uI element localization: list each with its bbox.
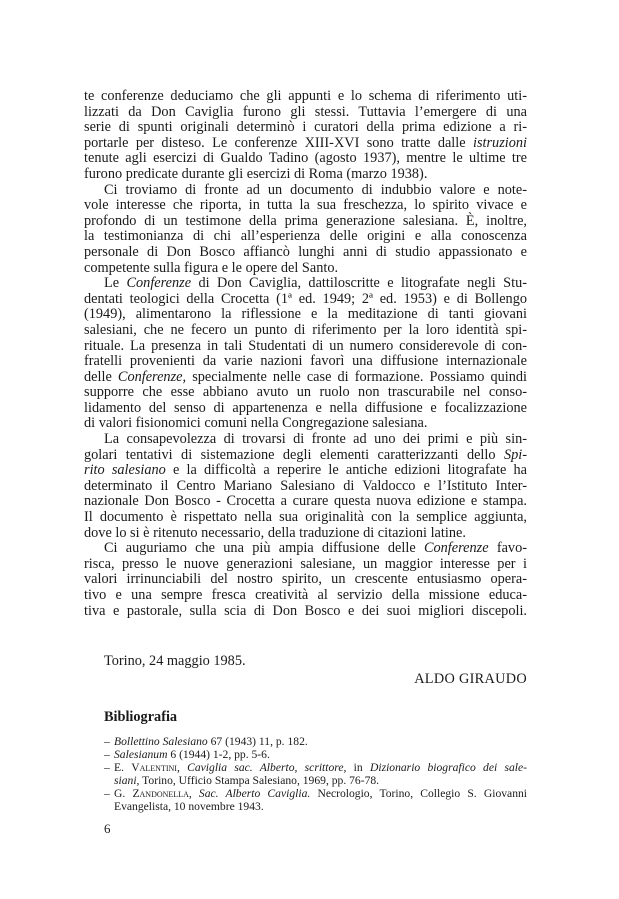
text-line: dentati teologici della Crocetta (1ª ed. 1949; 2ª ed. 1953) e di Bollengo <box>84 290 527 307</box>
text-line: te conferenze deduciamo che gli appunti e lo schema di riferimento uti- <box>84 88 527 104</box>
text-line <box>84 276 527 292</box>
italic-text: Conferenze <box>423 540 489 557</box>
italic-text: Conferenze, <box>117 368 187 385</box>
text-segment: e la difficoltà a reperire le antiche edizioni litografate ha <box>165 462 527 479</box>
bibliography-item <box>104 787 527 813</box>
text-line <box>114 748 527 761</box>
text-line: di valori fisionomici comuni nella Congregazione salesiana. <box>84 415 428 432</box>
text-line: personale di Don Bosco affiancò lunghi anni di studio appassionato e <box>84 243 527 260</box>
text-segment: specialmente nelle case di formazione. Possiamo quindi <box>186 368 527 385</box>
text-line: fratelli provenienti da varie nazioni favorì una diffusione internazionale <box>84 353 527 370</box>
author-name: Valentini <box>131 761 177 774</box>
text-line: tenute agli esercizi di Gualdo Tadino (agosto 1937), mentre le ultime tre <box>84 150 527 167</box>
text-line: (1949), alimentarono la riflessione e la meditazione di tanti giovani <box>84 306 527 323</box>
bibliography-list <box>104 735 527 813</box>
bibliography-heading: Bibliografia <box>104 709 178 725</box>
italic-text: Caviglia sac. Alberto, scrittore, <box>187 761 347 774</box>
text-line <box>114 787 527 800</box>
text-segment: portarle per disteso. Le conferenze XIII-XVI sono tratte dalle <box>84 134 473 151</box>
text-segment: G. <box>114 787 133 800</box>
text-line: tiva e pastorale, sulla scia di Don Bosco e dei suoi migliori discepoli. <box>84 602 527 619</box>
text-line: rituale. La presenza in tali Studentati di un numero considerevole di con- <box>84 337 527 354</box>
list-dash: – <box>104 735 110 748</box>
italic-text: Spi- <box>503 446 527 463</box>
text-segment: Ci auguriamo che una più ampia diffusione delle <box>104 540 424 557</box>
text-segment: 67 (1943) 11, p. 182. <box>207 735 308 748</box>
text-line <box>84 448 527 464</box>
text-segment: E. <box>114 761 132 774</box>
text-segment: Torino, Ufficio Stampa Salesiano, 1969, pp. 76-78. <box>139 774 380 787</box>
text-line: Il documento è rispettato nella sua originalità con la semplice aggiunta, <box>84 509 527 526</box>
text-line: supporre che esse abbiano avuto un ruolo non trascurabile nel conso- <box>84 384 527 401</box>
text-segment: Necrologio, Torino, Collegio S. Giovanni <box>310 787 528 800</box>
text-line: lizzati da Don Caviglia furono gli stessi. Tuttavia l’emergere di una <box>84 103 527 120</box>
text-line: risca, presso le nuove generazioni salesiane, un maggior interesse per i <box>84 555 527 572</box>
text-line <box>114 774 527 787</box>
author-name: Zandonella <box>132 787 189 800</box>
text-line: nazionale Don Bosco - Crocetta a curare questa nuova edizione e stampa. <box>84 493 527 510</box>
text-segment: delle <box>84 368 118 385</box>
text-line: determinato il Centro Mariano Salesiano di Valdocco e l’Istituto Inter- <box>84 477 527 494</box>
italic-text: istruzioni <box>472 134 527 151</box>
text-line: furono predicate durante gli esercizi di Roma (marzo 1938). <box>84 165 428 182</box>
paragraph <box>84 432 527 541</box>
text-segment: favo- <box>488 540 527 557</box>
text-line: tivo e una sempre fresca creatività al servizio della missione educa- <box>84 587 527 603</box>
list-dash: – <box>104 761 110 774</box>
text-line: competente sulla figura e le opere del Santo. <box>84 259 339 276</box>
text-line <box>84 463 527 479</box>
italic-text: rito salesiano <box>84 462 166 479</box>
text-line: dove lo si è ritenuto necessario, della traduzione di citazioni latine. <box>84 524 466 541</box>
italic-text: Sac. Alberto Caviglia. <box>198 787 311 800</box>
text-line: serie di spunti originali determinò i curatori della prima edizione a ri- <box>84 119 527 136</box>
text-line: lidamento del senso di appartenenza e nella diffusione e focalizzazione <box>84 399 527 416</box>
paragraph <box>84 276 527 432</box>
paragraph <box>84 183 527 277</box>
italic-text: Salesianum <box>114 748 168 761</box>
text-line: Evangelista, 10 novembre 1943. <box>114 800 264 813</box>
italic-text: Dizionario biografico dei sale- <box>369 761 528 774</box>
italic-text: Conferenze <box>126 275 192 292</box>
text-line: profondo di un testimone della prima generazione salesiana. È, inoltre, <box>84 212 527 229</box>
text-segment: 6 (1944) 1-2, pp. 5-6. <box>167 748 270 761</box>
italic-text: siani, <box>114 774 140 787</box>
text-line: La consapevolezza di trovarsi di fronte ad uno dei primi e più sin- <box>104 431 527 448</box>
bibliography-item <box>104 735 527 748</box>
text-segment: , <box>176 761 188 774</box>
list-dash: – <box>104 787 110 800</box>
text-line: salesiani, che ne fecero un punto di riferimento per la loro identità spi- <box>84 321 527 338</box>
italic-text: Bollettino Salesiano <box>114 735 208 748</box>
text-line <box>114 761 527 774</box>
text-line <box>84 541 527 557</box>
text-segment: golari tentativi di sistemazione degli elementi caratterizzanti dello <box>84 446 504 463</box>
body-text <box>84 89 527 619</box>
text-line: Ci troviamo di fronte ad un documento di indubbio valore e note- <box>104 181 527 198</box>
text-line <box>84 136 527 152</box>
text-line <box>84 370 527 386</box>
bibliography-item <box>104 748 527 761</box>
page-number: 6 <box>104 821 111 836</box>
paragraph <box>84 541 527 619</box>
bibliography-item <box>104 761 527 787</box>
date-line: Torino, 24 maggio 1985. <box>104 653 246 669</box>
text-segment: di Don Caviglia, dattiloscritte e litografate negli Stu- <box>191 275 527 292</box>
text-line: vole interesse che riporta, in tutta la sua freschezza, lo spirito vivace e <box>84 197 527 214</box>
text-line: valori irrinunciabili del nostro spirito, un crescente entusiasmo opera- <box>84 571 527 588</box>
text-line: la testimonianza di chi all’esperienza delle origini e alla conoscenza <box>84 228 527 245</box>
text-line <box>114 735 527 748</box>
author-signature: ALDO GIRAUDO <box>414 671 527 687</box>
list-dash: – <box>104 748 110 761</box>
paragraph <box>84 89 527 183</box>
text-segment: Le <box>104 275 127 292</box>
text-segment: , <box>188 787 199 800</box>
text-segment: in <box>346 761 370 774</box>
